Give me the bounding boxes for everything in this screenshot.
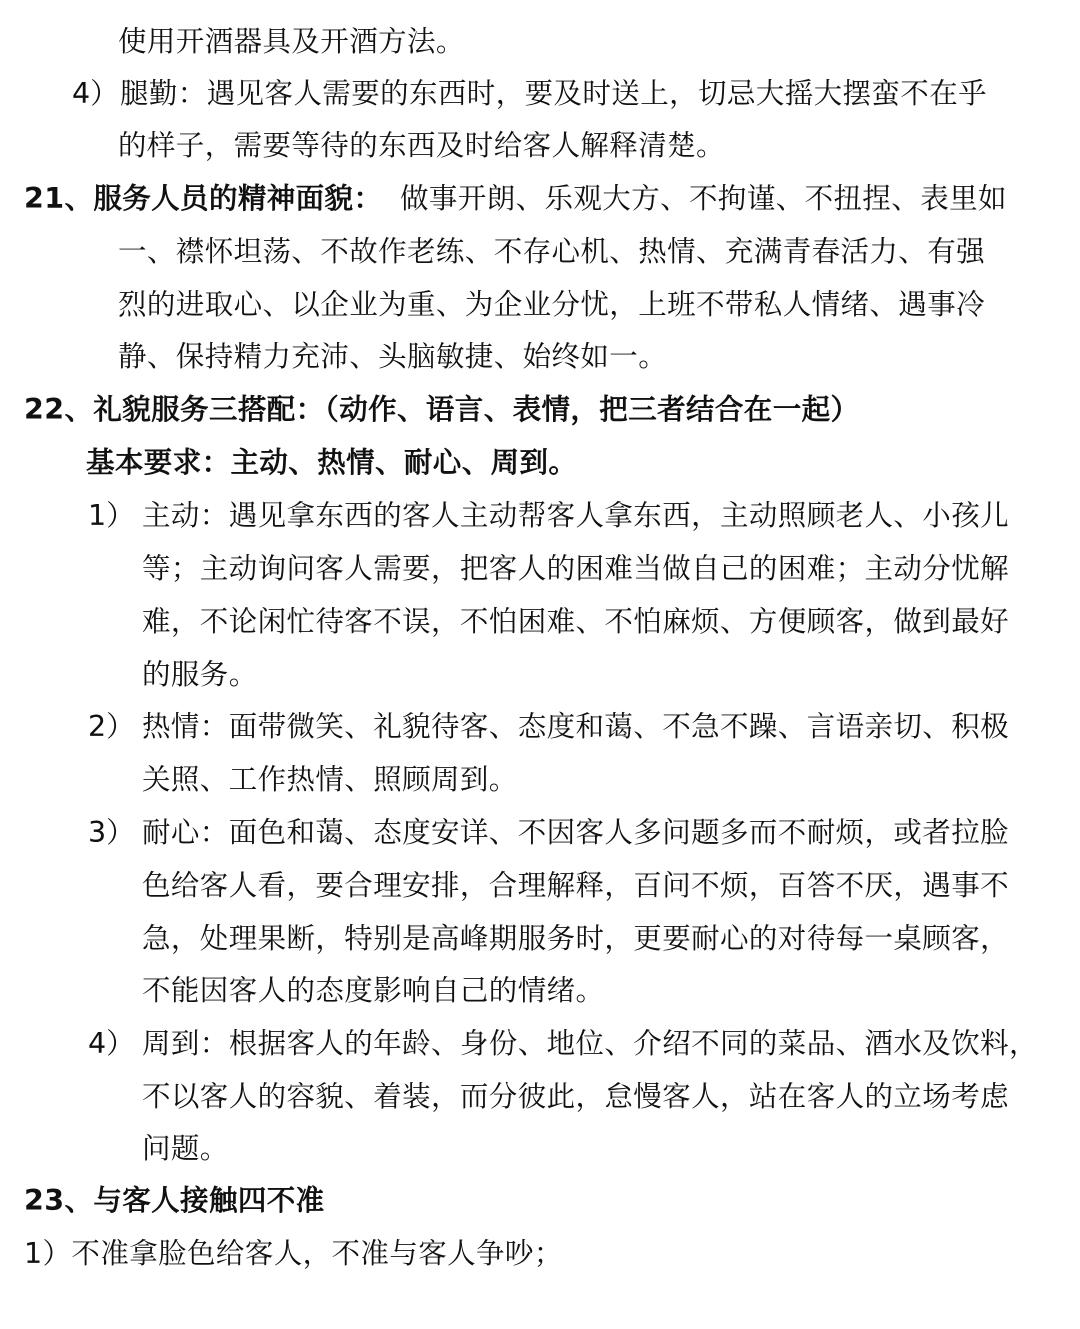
section-22-title: 22、礼貌服务三搭配：（动作、语言、表情，把三者结合在一起） — [24, 393, 860, 426]
text-line: 使用开酒器具及开酒方法。 — [118, 25, 465, 58]
text-line: 主动：遇见拿东西的客人主动帮客人拿东西，主动照顾老人、小孩儿 — [142, 499, 1010, 532]
section-22-basic-requirement: 基本要求：主动、热情、耐心、周到。 — [86, 446, 578, 479]
text-line: 不能因客人的态度影响自己的情绪。 — [142, 974, 605, 1007]
text-line: 静、保持精力充沛、头脑敏捷、始终如一。 — [118, 340, 668, 373]
text-line: 难，不论闲忙待客不误，不怕困难、不怕麻烦、方便顾客，做到最好 — [142, 605, 1010, 638]
item-number: 4） — [72, 77, 119, 110]
text-line: 周到：根据客人的年龄、身份、地位、介绍不同的菜品、酒水及饮料， — [142, 1027, 1038, 1060]
text-line: 色给客人看，要合理安排，合理解释，百问不烦，百答不厌，遇事不 — [142, 869, 1010, 902]
text-line: 急，处理果断，特别是高峰期服务时，更要耐心的对待每一桌顾客， — [142, 922, 1010, 955]
text-line: 的服务。 — [142, 658, 258, 691]
item-number: 2） — [88, 710, 135, 743]
item-number: 4） — [88, 1027, 135, 1060]
text-line: 问题。 — [142, 1132, 229, 1165]
text-line: 耐心：面色和蔼、态度安详、不因客人多问题多而不耐烦，或者拉脸 — [142, 816, 1010, 849]
text-line: 不以客人的容貌、着装，而分彼此，怠慢客人，站在客人的立场考虑 — [142, 1080, 1010, 1113]
text-line: 关照、工作热情、照顾周到。 — [142, 763, 518, 796]
section-23-title: 23、与客人接触四不准 — [24, 1184, 325, 1217]
section-21-title: 21、服务人员的精神面貌： — [24, 182, 383, 215]
item-number: 1） — [88, 499, 135, 532]
text-line: 热情：面带微笑、礼貌待客、态度和蔼、不急不躁、言语亲切、积极 — [142, 710, 1010, 743]
text-line: 腿勤：遇见客人需要的东西时，要及时送上，切忌大摇大摆蛮不在乎 — [120, 77, 988, 110]
text-line: 1）不准拿脸色给客人，不准与客人争吵； — [24, 1237, 563, 1270]
text-line: 的样子，需要等待的东西及时给客人解释清楚。 — [118, 129, 725, 162]
item-number: 3） — [88, 816, 135, 849]
text-line: 做事开朗、乐观大方、不拘谨、不扭捏、表里如 — [400, 182, 1007, 215]
text-line: 烈的进取心、以企业为重、为企业分忧，上班不带私人情绪、遇事冷 — [118, 288, 986, 321]
text-line: 一、襟怀坦荡、不故作老练、不存心机、热情、充满青春活力、有强 — [118, 235, 986, 268]
text-line: 等；主动询问客人需要，把客人的困难当做自己的困难；主动分忧解 — [142, 552, 1010, 585]
